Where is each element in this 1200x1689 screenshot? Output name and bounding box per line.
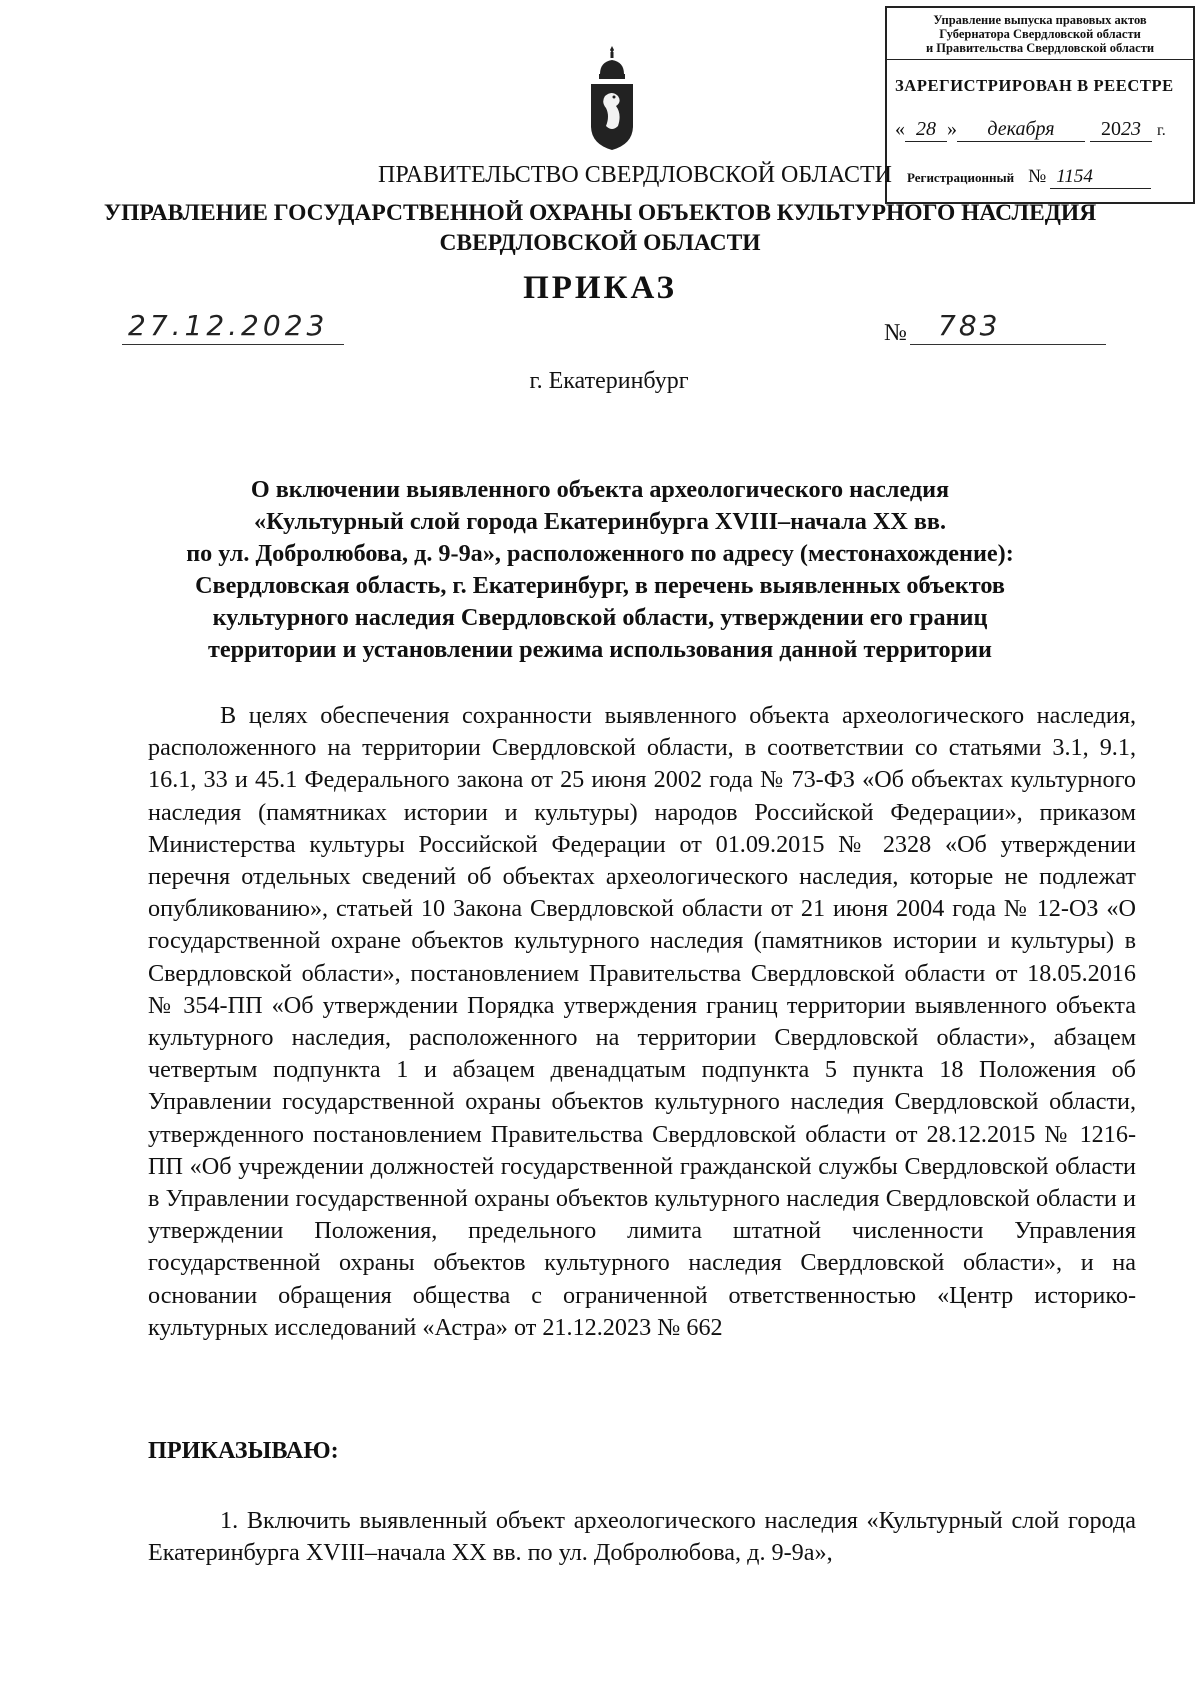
- title-line: «Культурный слой города Екатеринбурга XVIII–начала XX вв.: [253, 508, 947, 535]
- title-line: О включении выявленного объекта археологического наследия: [250, 476, 950, 503]
- department-line: СВЕРДЛОВСКОЙ ОБЛАСТИ: [439, 230, 761, 256]
- title-line: Свердловская область, г. Екатеринбург, в перечень выявленных объектов: [195, 572, 1005, 599]
- stamp-day: 28: [905, 118, 947, 142]
- government-name: ПРАВИТЕЛЬСТВО СВЕРДЛОВСКОЙ ОБЛАСТИ: [378, 162, 892, 188]
- stamp-registered-label: ЗАРЕГИСТРИРОВАН В РЕЕСТРЕ: [895, 76, 1174, 95]
- stamp-quote-close: »: [947, 118, 957, 140]
- document-type: ПРИКАЗ: [523, 270, 677, 306]
- handwritten-number: 783: [910, 308, 1106, 345]
- stamp-reg-number: 1154: [1050, 166, 1151, 189]
- department-name: [0, 198, 1200, 258]
- stamp-header: [887, 8, 1193, 60]
- stamp-header-line: Управление выпуска правовых актов: [933, 13, 1147, 27]
- orders-heading: ПРИКАЗЫВАЮ:: [148, 1437, 339, 1464]
- stamp-year-mark: г.: [1157, 122, 1166, 139]
- stamp-header-line: Губернатора Свердловской области: [939, 27, 1141, 41]
- handwritten-date: 27.12.2023: [122, 308, 344, 345]
- stamp-month: декабря: [957, 118, 1085, 142]
- preamble-paragraph: В целях обеспечения сохранности выявленного объекта археологического наследия, расположенного на территории Свердловской области, в соответствии со статьями 3.1, 9.1, 16.1, 33 и 45.1 Федерального закона от 25 июня 2002 года № 73-ФЗ «Об объектах культурного наследия (памятниках истории и культуры) народов Российской Федерации», приказом Министерства культуры Российской Федерации от 01.09.2015 № 2328 «Об утверждении перечня отдельных сведений об объектах археологического наследия, которые не подлежат опубликованию», статьей 10 Закона Свердловской области от 21 июня 2004 года № 12-ОЗ «О государственной охране объектов культурного наследия (памятников истории и культуры) в Свердловской области», постановлением Правительства Свердловской области от 18.05.2016 № 354-ПП «Об утверждении Порядка утверждения границ территории выявленного объекта культурного наследия, расположенного на территории Свердловской области», абзацем четвертым подпункта 1 и абзацем двенадцатым подпункта 5 пункта 18 Положения об Управлении государственной охраны объектов культурного наследия Свердловской области, утвержденного постановлением Правительства Свердловской области от 28.12.2015 № 1216-ПП «Об учреждении должностей государственной гражданской службы Свердловской области в Управлении государственной охраны объектов культурного наследия Свердловской области и утверждении Положения, предельного лимита штатной численности Управления государственной охраны объектов культурного наследия Свердловской области», и на основании обращения общества с ограниченной ответственностью «Центр историко-культурных исследований «Астра» от 21.12.2023 № 662: [148, 702, 1136, 1341]
- title-line: территории и установлении режима использования данной территории: [208, 636, 992, 663]
- department-line: УПРАВЛЕНИЕ ГОСУДАРСТВЕННОЙ ОХРАНЫ ОБЪЕКТОВ КУЛЬТУРНОГО НАСЛЕДИЯ: [103, 200, 1097, 226]
- stamp-reg-label: Регистрационный: [907, 170, 1015, 185]
- number-label: №: [884, 320, 907, 346]
- stamp-year-prefix: 20: [1101, 118, 1121, 140]
- stamp-year-suffix: 23: [1121, 118, 1141, 140]
- title-line: по ул. Добролюбова, д. 9-9а», расположенного по адресу (местонахождение):: [186, 540, 1014, 567]
- stamp-header-line: и Правительства Свердловской области: [925, 41, 1155, 55]
- stamp-date: [895, 118, 1166, 142]
- document-title: [0, 474, 1200, 666]
- stamp-year: [1090, 118, 1152, 142]
- title-line: культурного наследия Свердловской области, утверждении его границ: [212, 604, 988, 631]
- coat-of-arms-emblem: [588, 44, 636, 152]
- stamp-quote-open: «: [895, 118, 905, 140]
- stamp-no-sign: №: [1028, 166, 1047, 187]
- order-item-1: 1. Включить выявленный объект археологического наследия «Культурный слой города Екатеринбурга XVIII–начала XX вв. по ул. Добролюбова, д. 9-9а»,: [148, 1507, 1136, 1567]
- city: г. Екатеринбург: [529, 368, 689, 394]
